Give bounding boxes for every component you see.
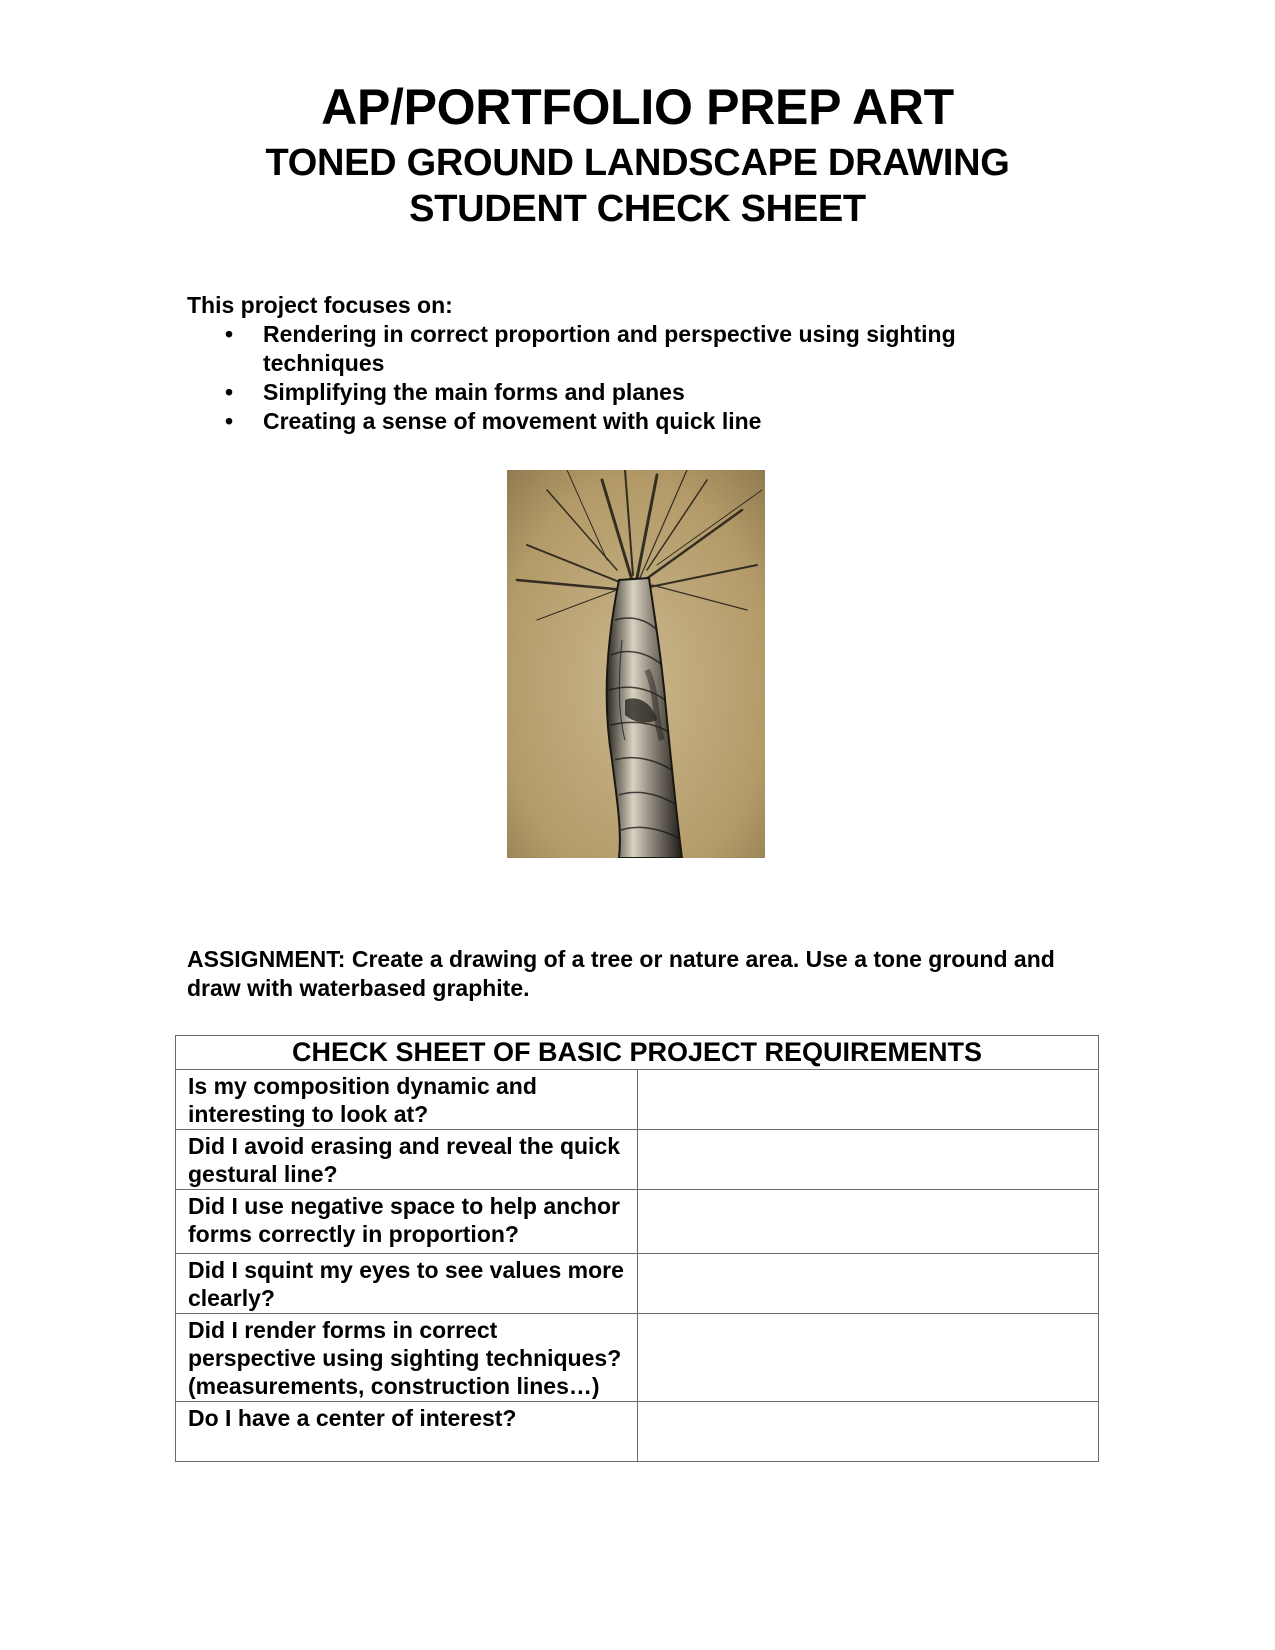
table-header-row	[176, 1036, 1099, 1070]
requirement-question: Did I avoid erasing and reveal the quick gestural line?	[176, 1130, 638, 1190]
table-row	[176, 1402, 1099, 1462]
focus-list	[187, 320, 1067, 436]
requirement-question: Did I squint my eyes to see values more clearly?	[176, 1254, 638, 1314]
requirement-question: Do I have a center of interest?	[176, 1402, 638, 1462]
table-row	[176, 1190, 1099, 1254]
focus-item	[187, 407, 1067, 436]
focus-section	[187, 291, 1067, 436]
requirements-check-table	[175, 1035, 1099, 1462]
check-box-cell[interactable]	[637, 1130, 1099, 1190]
check-box-cell[interactable]	[637, 1402, 1099, 1462]
focus-item	[187, 378, 1067, 407]
bullet-icon: •	[225, 321, 234, 347]
table-row	[176, 1314, 1099, 1402]
requirement-question: Did I render forms in correct perspective using sighting techniques? (measurements, construction lines…)	[176, 1314, 638, 1402]
check-box-cell[interactable]	[637, 1314, 1099, 1402]
document-title: AP/PORTFOLIO PREP ART	[321, 79, 954, 135]
focus-item	[187, 320, 1067, 378]
tree-drawing-image	[507, 470, 765, 858]
bullet-icon: •	[225, 408, 234, 434]
check-box-cell[interactable]	[637, 1254, 1099, 1314]
table-row	[176, 1070, 1099, 1130]
focus-item-text: Creating a sense of movement with quick line	[263, 408, 762, 434]
focus-intro: This project focuses on:	[187, 292, 453, 318]
requirement-question: Is my composition dynamic and interesting to look at?	[176, 1070, 638, 1130]
sheet-name: STUDENT CHECK SHEET	[409, 188, 866, 230]
assignment-text: ASSIGNMENT: Create a drawing of a tree or nature area. Use a tone ground and draw with waterbased graphite.	[187, 946, 1055, 1001]
check-sheet-heading: CHECK SHEET OF BASIC PROJECT REQUIREMENTS	[176, 1036, 1099, 1070]
tree-drawing-illustration	[507, 470, 765, 858]
table-row	[176, 1254, 1099, 1314]
focus-item-text: Rendering in correct proportion and perspective using sighting techniques	[263, 321, 956, 376]
check-box-cell[interactable]	[637, 1070, 1099, 1130]
bullet-icon: •	[225, 379, 234, 405]
check-box-cell[interactable]	[637, 1190, 1099, 1254]
focus-item-text: Simplifying the main forms and planes	[263, 379, 685, 405]
table-row	[176, 1130, 1099, 1190]
document-subtitle: TONED GROUND LANDSCAPE DRAWING	[265, 142, 1010, 184]
requirement-question: Did I use negative space to help anchor forms correctly in proportion?	[176, 1190, 638, 1254]
